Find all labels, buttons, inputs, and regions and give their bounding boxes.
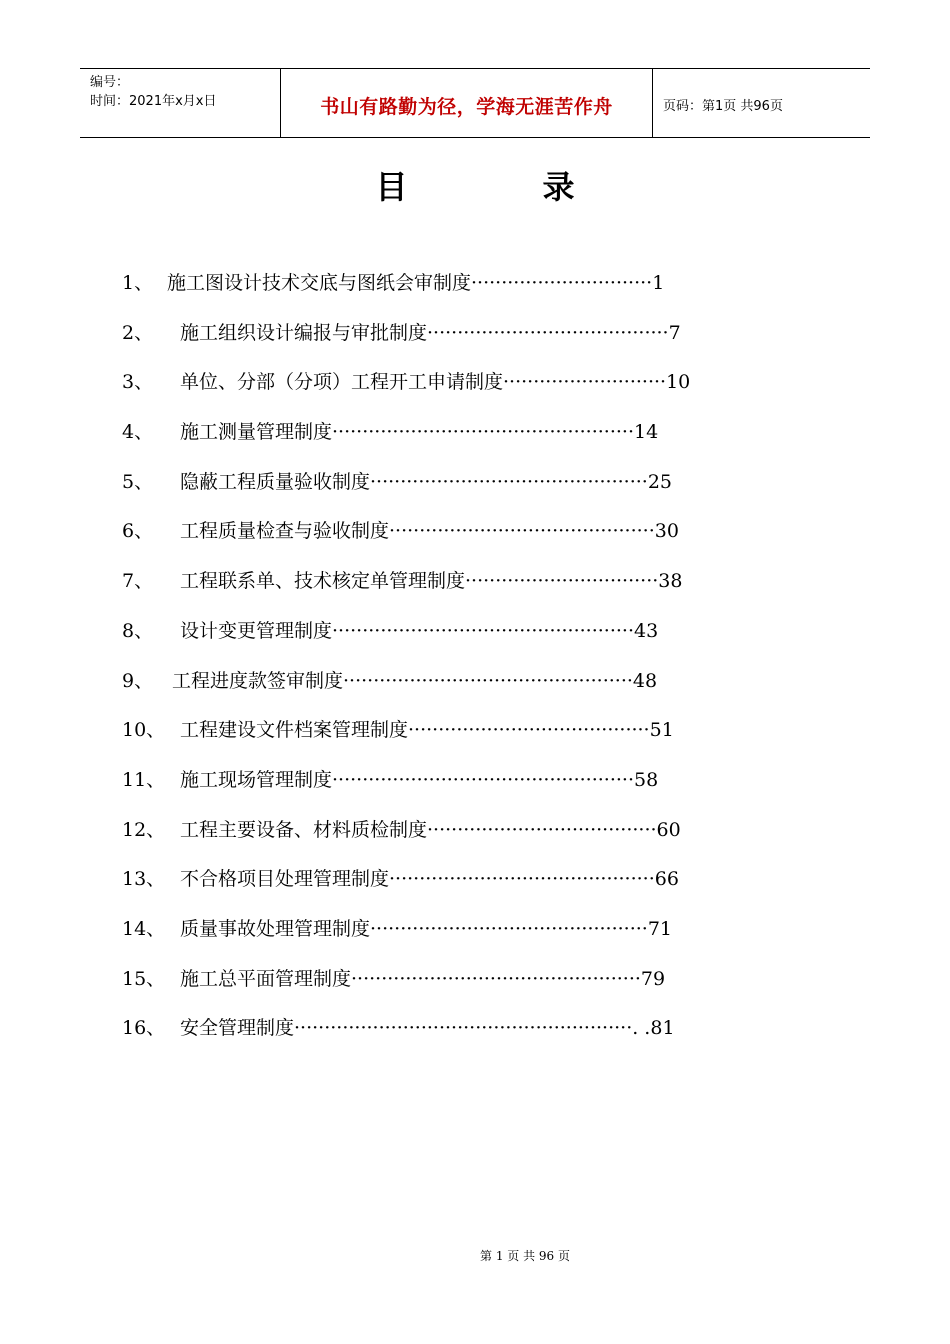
toc-entry-page: 43 (634, 619, 659, 642)
toc-entry-page: 10 (666, 371, 691, 394)
toc-entry-page: 51 (649, 719, 674, 742)
toc-entry-title: 工程建设文件档案管理制度 (180, 719, 409, 742)
toc-entry-page: 14 (634, 421, 659, 444)
toc-entry[interactable] (122, 815, 792, 865)
toc-entry-page: 71 (647, 917, 673, 940)
toc-entry-line (180, 417, 658, 447)
toc-entry[interactable] (122, 616, 792, 666)
toc-entry-line (180, 964, 665, 994)
toc-entry-page: 66 (654, 868, 679, 891)
toc-entry-page: 1 (652, 272, 665, 294)
toc-entry[interactable] (122, 417, 792, 467)
toc-entry-line (180, 715, 674, 745)
toc-entry[interactable] (122, 268, 792, 318)
toc-entry-page: 7 (668, 321, 681, 344)
toc-entry[interactable] (122, 914, 792, 964)
toc-entry-line (180, 765, 658, 795)
toc-entry-title: 安全管理制度 (180, 1017, 295, 1040)
toc-entry-leader: ·················································· (332, 421, 634, 444)
toc-entry-title: 工程质量检查与验收制度 (180, 520, 390, 543)
title-char-2: 录 (542, 168, 575, 206)
table-of-contents (122, 268, 792, 1063)
toc-entry-title: 工程进度款签审制度 (172, 669, 344, 692)
toc-entry-line (180, 516, 679, 546)
toc-entry-leader: ········································ (408, 719, 650, 742)
toc-entry-title: 隐蔽工程质量验收制度 (180, 470, 371, 493)
toc-entry-page: 25 (647, 470, 673, 493)
toc-entry-leader: ·············································· (370, 917, 648, 940)
toc-entry-line (180, 566, 682, 596)
time-label: 时间：2021年x月x日 (90, 94, 217, 109)
toc-entry-leader: ············································ (389, 520, 655, 543)
toc-entry-number: 11、 (122, 768, 166, 791)
toc-entry-leader: ······································ (427, 818, 657, 841)
toc-entry-number: 9、 (122, 669, 154, 692)
toc-entry-page: 81 (650, 1017, 675, 1040)
toc-entry[interactable] (122, 964, 792, 1014)
toc-entry-line (180, 467, 672, 497)
toc-entry-page: 60 (656, 818, 681, 841)
toc-entry-number: 4、 (122, 421, 154, 444)
toc-entry-number: 1、 (122, 272, 154, 294)
toc-entry-title: 设计变更管理制度 (180, 619, 333, 642)
toc-entry-leader: ······························ (471, 272, 653, 294)
toc-entry-title: 不合格项目处理管理制度 (180, 868, 390, 891)
toc-entry-leader: ································ (465, 570, 659, 593)
toc-entry[interactable] (122, 1013, 792, 1063)
toc-entry-title: 施工总平面管理制度 (180, 967, 352, 990)
toc-entry-title: 单位、分部（分项）工程开工申请制度 (180, 371, 504, 394)
toc-entry-line (180, 914, 672, 944)
toc-entry-number: 8、 (122, 619, 154, 642)
toc-entry-number: 6、 (122, 520, 154, 543)
toc-entry-title: 质量事故处理管理制度 (180, 917, 371, 940)
toc-entry-page: 30 (654, 520, 679, 543)
title-char-1: 目 (375, 168, 408, 206)
toc-entry-title: 施工测量管理制度 (180, 421, 333, 444)
header-page-info: 页码：第1页 共96页 (663, 98, 783, 114)
toc-entry-line (180, 815, 681, 845)
page-header (80, 68, 870, 138)
toc-entry-number: 16、 (122, 1017, 166, 1040)
toc-entry-page: 79 (640, 967, 666, 990)
toc-entry-page: 38 (658, 570, 683, 593)
toc-entry[interactable] (122, 566, 792, 616)
toc-entry-line (180, 864, 679, 894)
toc-entry-number: 13、 (122, 868, 166, 891)
toc-entry[interactable] (122, 467, 792, 517)
toc-entry-line (180, 1013, 675, 1043)
toc-entry-leader: ·················································· (332, 768, 634, 791)
toc-entry-leader: ········································ (427, 321, 669, 344)
toc-entry-line (172, 666, 657, 696)
toc-entry-line (167, 268, 664, 298)
toc-entry-title: 工程主要设备、材料质检制度 (180, 818, 428, 841)
header-motto-cell (281, 69, 653, 137)
toc-entry-number: 12、 (122, 818, 166, 841)
header-meta (80, 69, 281, 137)
toc-entry-page: 58 (634, 768, 659, 791)
toc-entry-number: 3、 (122, 371, 154, 394)
toc-entry-page: 48 (632, 669, 658, 692)
toc-entry-leader: ··························· (503, 371, 667, 394)
toc-entry-number: 14、 (122, 917, 166, 940)
toc-entry-number: 7、 (122, 570, 154, 593)
toc-entry-leader: ·············································· (370, 470, 648, 493)
toc-entry-number: 15、 (122, 967, 166, 990)
toc-entry-leader: ················································ (351, 967, 641, 990)
toc-entry[interactable] (122, 367, 792, 417)
motto: 书山有路勤为径，学海无涯苦作舟 (320, 95, 613, 118)
toc-entry-number: 2、 (122, 321, 154, 344)
toc-entry-leader: ············································ (389, 868, 655, 891)
toc-entry-number: 10、 (122, 719, 166, 742)
toc-entry[interactable] (122, 666, 792, 716)
page-footer: 第 1 页 共 96 页 (480, 1249, 570, 1263)
page-title (0, 162, 950, 208)
toc-entry[interactable] (122, 765, 792, 815)
toc-entry-title: 施工图设计技术交底与图纸会审制度 (167, 272, 472, 294)
toc-entry-number: 5、 (122, 470, 154, 493)
toc-entry-line (180, 367, 690, 397)
toc-entry[interactable] (122, 864, 792, 914)
number-label: 编号： (90, 75, 130, 90)
toc-entry[interactable] (122, 715, 792, 765)
toc-entry-title: 施工现场管理制度 (180, 768, 333, 791)
toc-entry-title: 施工组织设计编报与审批制度 (180, 321, 428, 344)
toc-entry-line (180, 616, 658, 646)
toc-entry[interactable] (122, 516, 792, 566)
toc-entry-leader: ·················································· (332, 619, 634, 642)
toc-entry-leader: ························································. . (294, 1017, 651, 1040)
toc-entry[interactable] (122, 318, 792, 368)
toc-entry-line (180, 318, 681, 348)
toc-entry-title: 工程联系单、技术核定单管理制度 (180, 570, 466, 593)
toc-entry-leader: ················································ (343, 669, 633, 692)
